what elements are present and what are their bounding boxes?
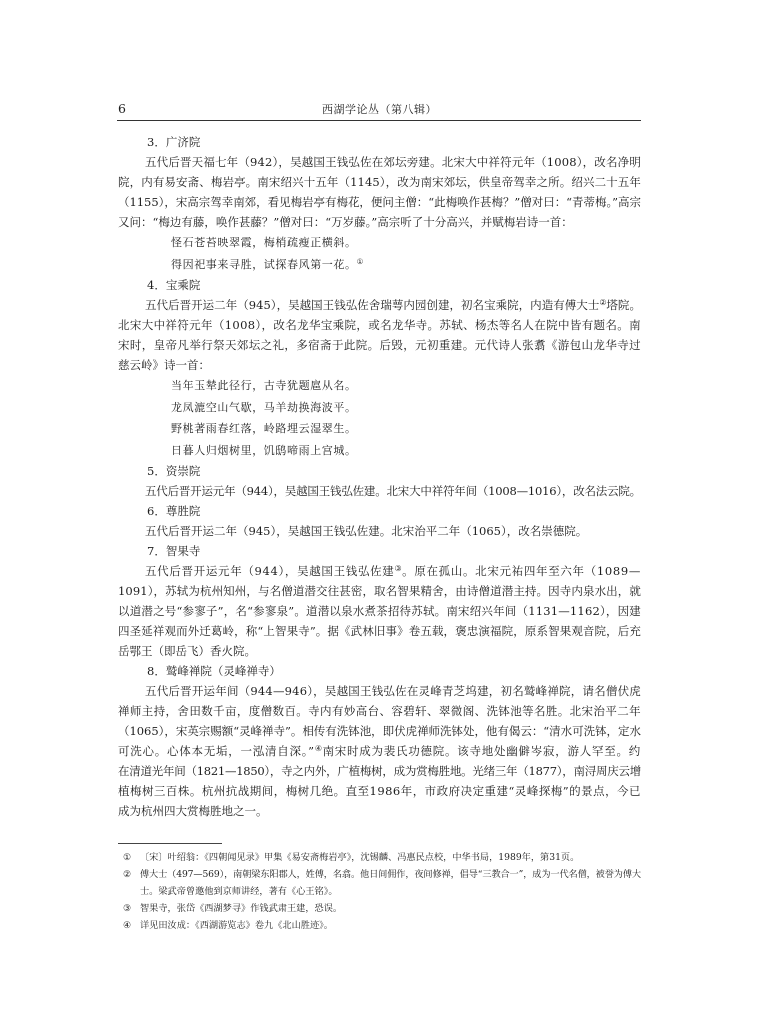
paragraph-line: [118, 621, 641, 641]
paragraph-line: [118, 152, 641, 172]
footnote-ref: ④: [314, 744, 323, 754]
paragraph-line: [118, 781, 641, 801]
paragraph-line: [118, 172, 641, 192]
paragraph-line: [118, 192, 641, 212]
line-text: [145, 561, 641, 581]
section: [118, 132, 641, 275]
line-text: 成为杭州四大赏梅胜地之一。: [118, 804, 268, 818]
line-text: 植梅树三百株。杭州抗战期间，梅树几绝。直至1986年，市政府决定重建“灵峰探梅”的景点，今已: [118, 784, 642, 798]
footnote-text: 傅大士（497—569），南朝梁东阳郡人，姓傅，名翕。他日间佣作，夜间修禅，倡导“三教合一”，成为一代名僧，被誉为傅大: [140, 869, 641, 880]
poem-line-text: 得因祀事来寻胜，试探春风第一花。: [171, 257, 357, 271]
section: [118, 275, 641, 461]
paragraph-line: [118, 481, 641, 501]
poem-line: 当年玉辇此径行，古寺犹题扈从名。: [171, 379, 357, 392]
line-text: 以道潜之号“参寥子”，名“参寥泉”。道潜以泉水煮茶招待苏轼。南宋绍兴年间（1131—1162），因建: [118, 604, 641, 618]
line-text-before-note: 五代后晋开运元年（944），吴越国王钱弘佐建: [145, 564, 395, 578]
paragraph-line: [118, 295, 641, 315]
line-text: 五代后晋开运二年（945），吴越国王钱弘佐建。北宋治平二年（1065），改名崇德院。: [145, 524, 588, 538]
footnote-text: 详见田汝成：《西湖游览志》卷九《北山胜迹》。: [140, 920, 333, 931]
paragraph-line: [118, 701, 641, 721]
paragraph-line: [118, 801, 641, 821]
line-text: 院，内有易安斋、梅岩亭。南宋绍兴十五年（1145），改为南宋郊坛，供皇帝驾幸之所。绍兴二十五年: [118, 175, 641, 189]
main-text: [118, 132, 641, 821]
paragraph-line: [118, 212, 641, 232]
paragraph-line: [118, 581, 641, 601]
paragraph-line: [118, 641, 641, 661]
line-text: （1065），宋英宗赐额“灵峰禅寺”。相传有洗钵池，即伏虎禅师洗钵处，他有偈云：“清水可洗钵，定水: [118, 724, 641, 738]
paragraph-line: [118, 315, 641, 335]
paragraph-line: [118, 741, 641, 761]
header-rule: [117, 120, 641, 121]
footnote-mark: ④: [123, 920, 132, 931]
paragraph-line: [118, 521, 641, 541]
footnote-mark: ②: [123, 869, 132, 880]
line-text: [145, 295, 641, 315]
line-text: 禅师主持，舍田数千亩，度僧数百。寺内有妙高台、容碧轩、翠微阁、洗钵池等名胜。北宋治平二年: [118, 704, 641, 718]
footnote: [118, 866, 641, 883]
footnotes: [118, 849, 641, 934]
section-heading: 7．智果寺: [147, 544, 201, 558]
poem-line: 日暮人归烟树里，饥鸱啼雨上宫城。: [171, 443, 357, 457]
line-text: 宋时，皇帝凡举行祭天郊坛之礼，多宿斋于此院。后毁，元初重建。元代诗人张翥《游包山龙华寺过: [118, 338, 641, 352]
line-text: 岳鄂王（即岳飞）香火院。: [118, 644, 256, 658]
section: [118, 501, 641, 541]
line-text-before-note: 五代后晋开运二年（945），吴越国王钱弘佐舍瑞萼内园创建，初名宝乘院，内造有傅大士: [145, 298, 600, 312]
footnote-text: 〔宋〕叶绍翁：《四朝闻见录》甲集《易安斋梅岩亭》，沈锡麟、冯惠民点校，中华书局，1989年，第31页。: [140, 852, 580, 863]
footnote-ref: ①: [356, 256, 364, 266]
poem-line: 怪石苍苔映翠霞，梅梢疏瘦正横斜。: [171, 236, 357, 249]
paragraph-line: [118, 355, 641, 375]
section: [118, 461, 641, 501]
section-heading: 8．鹫峰禅院（灵峰禅寺）: [147, 664, 281, 678]
running-title: 西湖学论丛（第八辑）: [322, 103, 437, 116]
footnote: [118, 900, 641, 917]
footnote-ref: ③: [394, 564, 403, 574]
line-text-after-note: 南宋时成为裴氏功德院。该寺地处幽僻岑寂，游人罕至。约: [322, 744, 641, 758]
line-text: 五代后晋开运年间（944—946），吴越国王钱弘佐在灵峰青芝坞建，初名鹫峰禅院，请名僧伏虎: [145, 684, 642, 698]
line-text: 又问：“梅边有藤，唤作甚藤？”僧对曰：“万岁藤。”高宗听了十分高兴，并赋梅岩诗一首：: [118, 215, 573, 229]
paragraph-line: [118, 721, 641, 741]
line-text: 慈云岭》诗一首：: [118, 358, 210, 372]
line-text: [118, 741, 641, 761]
paragraph-line: [118, 601, 641, 621]
paragraph-line: [118, 561, 641, 581]
line-text: 四圣延祥观而外迁葛岭，称“上智果寺”。据《武林旧事》卷五载，褒忠演福院，原系智果观音院，后充: [118, 624, 641, 638]
page-number: 6: [118, 101, 126, 116]
footnote: [118, 849, 641, 866]
line-text: 五代后晋开运元年（944），吴越国王钱弘佐建。北宋大中祥符年间（1008—1016），改名法云院。: [145, 484, 641, 498]
footnote-rule: [118, 843, 222, 844]
poem-line: 龙凤漉空山气歇，马羊劫换海波平。: [171, 400, 357, 414]
section-heading: 4．宝乘院: [147, 278, 201, 292]
line-text: 在清道光年间（1821—1850），寺之内外，广植梅树，成为赏梅胜地。光绪三年（1877），南浔周庆云增: [118, 764, 641, 778]
section-heading: 6．尊胜院: [147, 504, 201, 518]
section: [118, 541, 641, 661]
poem-line: 野桃著雨春红落，岭路埋云湿翠生。: [171, 422, 357, 435]
line-text: 五代后晋天福七年（942），吴越国王钱弘佐在郊坛旁建。北宋大中祥符元年（1008），改名净明: [145, 155, 641, 169]
line-text: （1155），宋高宗驾幸南郊，看见梅岩亭有梅花，便问主僧：“此梅唤作甚梅？”僧对曰：“青蒂梅。”高宗: [118, 195, 641, 209]
line-text: 北宋大中祥符元年（1008），改名龙华宝乘院，或名龙华寺。苏轼、杨杰等名人在院中皆有题名。南: [118, 318, 641, 332]
paragraph-line: [118, 761, 641, 781]
section: [118, 661, 641, 821]
paragraph-line: [118, 681, 641, 701]
footnote-ref: ②: [599, 298, 607, 308]
footnote-mark: ①: [123, 852, 132, 863]
footnote-continuation: [118, 883, 641, 900]
section-heading: 5．资崇院: [147, 464, 201, 478]
line-text-before-note: 可洗心。心体本无垢，一泓清自深。”: [118, 744, 315, 758]
footnote-text: 智果寺，张岱《西湖梦寻》作钱武肃王建，恐误。: [140, 903, 343, 914]
line-text-after-note: 。原在孤山。北宋元祐四年至六年（1089—: [402, 564, 642, 578]
paragraph-line: [118, 335, 641, 355]
poem-line: [118, 254, 641, 276]
footnote: [118, 917, 641, 934]
line-text-after-note: 塔院。: [606, 298, 641, 312]
footnote-text: 士。梁武帝曾邀他到京师讲经，著有《心王铭》。: [140, 886, 338, 897]
section-heading: 3．广济院: [147, 135, 201, 149]
footnote-mark: ③: [123, 903, 132, 914]
line-text: 1091），苏轼为杭州知州，与名僧道潜交往甚密，取名智果精舍，由诗僧道潜主持。因寺内泉水出，就: [118, 584, 641, 598]
